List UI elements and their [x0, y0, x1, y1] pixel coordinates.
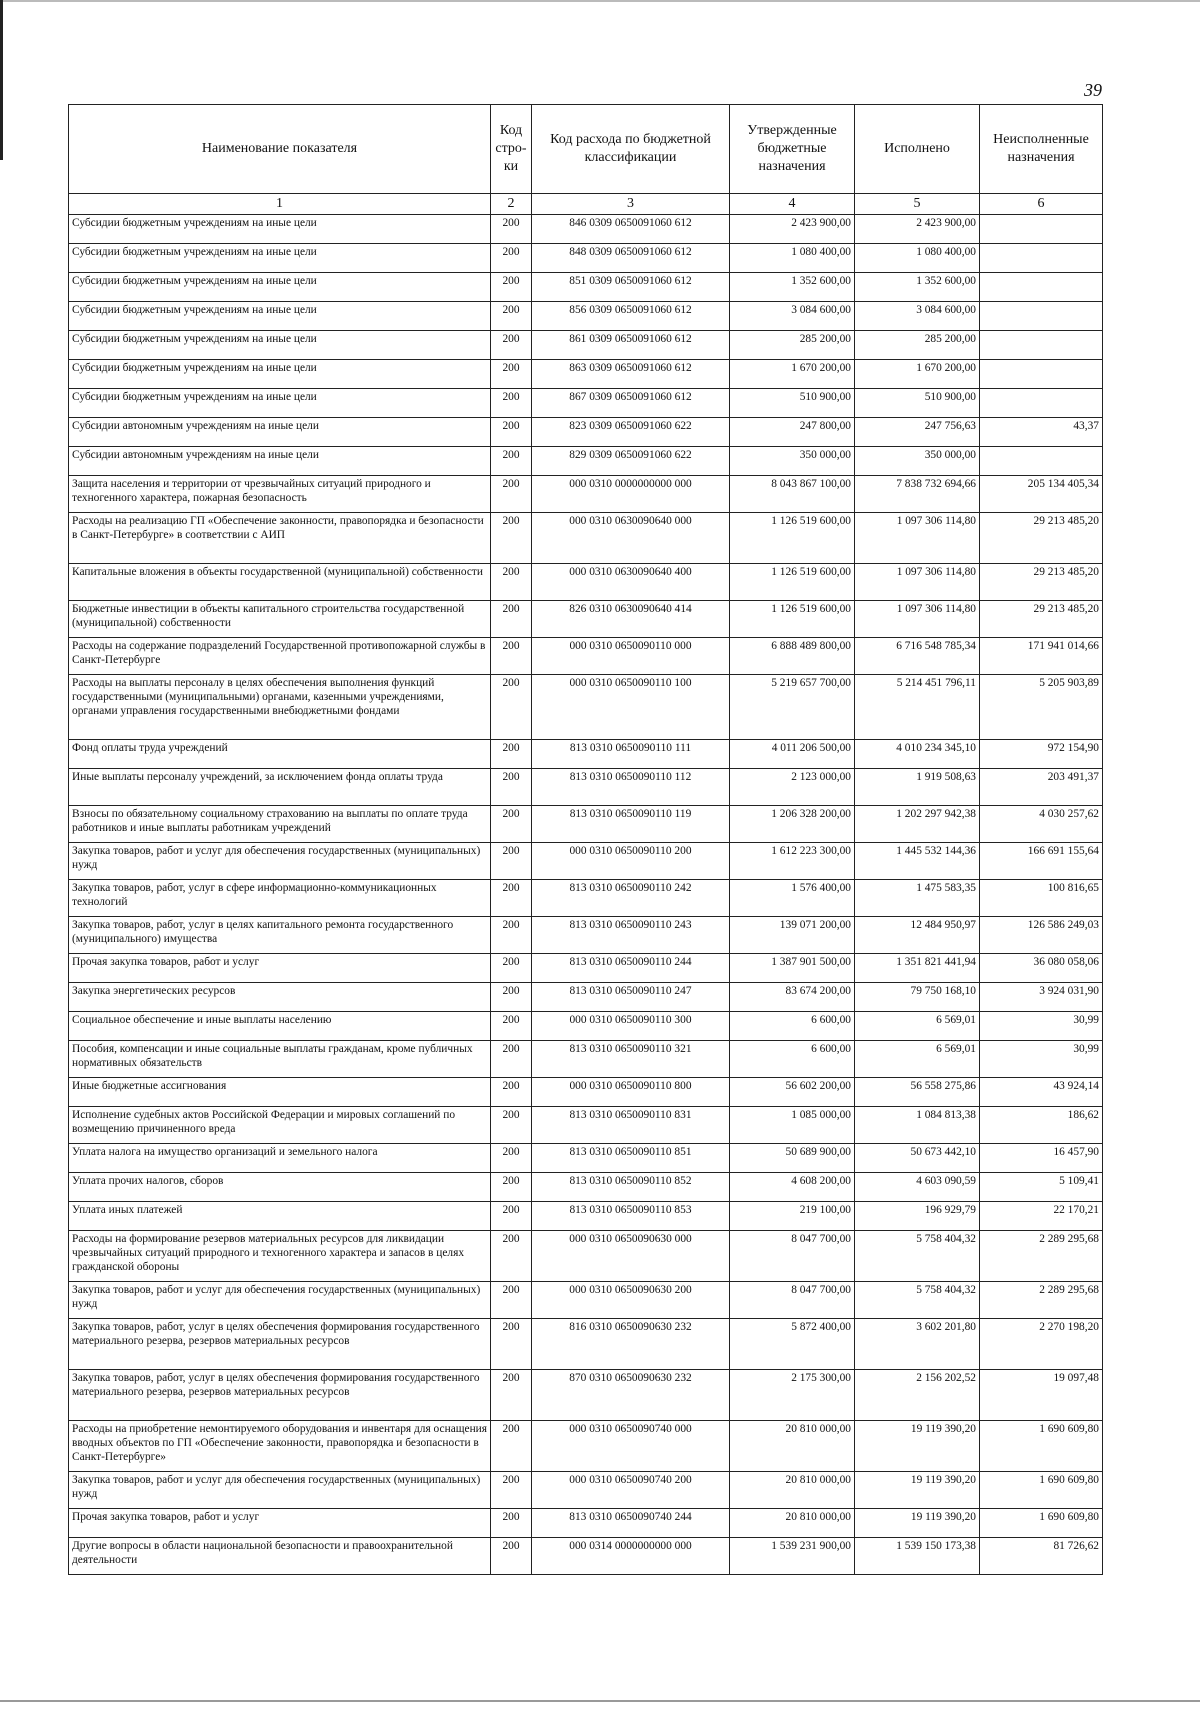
table-row — [69, 675, 1103, 740]
line-code-cell: 200 — [491, 215, 532, 244]
table-row — [69, 1202, 1103, 1231]
approved-amount-cell: 8 047 700,00 — [730, 1282, 855, 1319]
indicator-name-cell: Фонд оплаты труда учреждений — [69, 740, 491, 769]
approved-amount-cell: 20 810 000,00 — [730, 1472, 855, 1509]
approved-amount-cell: 50 689 900,00 — [730, 1144, 855, 1173]
indicator-name-cell: Прочая закупка товаров, работ и услуг — [69, 1509, 491, 1538]
unexecuted-amount-cell: 43 924,14 — [980, 1078, 1103, 1107]
classification-code-cell: 813 0310 0650090110 831 — [532, 1107, 730, 1144]
classification-code-cell: 870 0310 0650090630 232 — [532, 1370, 730, 1421]
line-code-cell: 200 — [491, 360, 532, 389]
line-code-cell: 200 — [491, 1144, 532, 1173]
line-code-cell: 200 — [491, 1041, 532, 1078]
classification-code-cell: 000 0310 0650090740 200 — [532, 1472, 730, 1509]
unexecuted-amount-cell: 29 213 485,20 — [980, 564, 1103, 601]
line-code-cell: 200 — [491, 740, 532, 769]
column-number: 6 — [980, 194, 1103, 215]
line-code-cell: 200 — [491, 1509, 532, 1538]
table-header-row — [69, 105, 1103, 194]
header-executed: Исполнено — [855, 105, 980, 194]
table-row — [69, 1012, 1103, 1041]
approved-amount-cell: 510 900,00 — [730, 389, 855, 418]
line-code-cell: 200 — [491, 1319, 532, 1370]
unexecuted-amount-cell: 1 690 609,80 — [980, 1421, 1103, 1472]
executed-amount-cell: 19 119 390,20 — [855, 1421, 980, 1472]
unexecuted-amount-cell — [980, 331, 1103, 360]
executed-amount-cell: 56 558 275,86 — [855, 1078, 980, 1107]
line-code-cell: 200 — [491, 1078, 532, 1107]
line-code-cell: 200 — [491, 675, 532, 740]
unexecuted-amount-cell: 5 205 903,89 — [980, 675, 1103, 740]
classification-code-cell: 816 0310 0650090630 232 — [532, 1319, 730, 1370]
approved-amount-cell: 6 600,00 — [730, 1012, 855, 1041]
table-row — [69, 917, 1103, 954]
indicator-name-cell: Защита населения и территории от чрезвычайных ситуаций природного и техногенного характера, пожарная безопасность — [69, 476, 491, 513]
line-code-cell: 200 — [491, 1282, 532, 1319]
classification-code-cell: 813 0310 0650090110 853 — [532, 1202, 730, 1231]
approved-amount-cell: 8 047 700,00 — [730, 1231, 855, 1282]
executed-amount-cell: 4 010 234 345,10 — [855, 740, 980, 769]
line-code-cell: 200 — [491, 389, 532, 418]
indicator-name-cell: Иные бюджетные ассигнования — [69, 1078, 491, 1107]
indicator-name-cell: Уплата иных платежей — [69, 1202, 491, 1231]
classification-code-cell: 848 0309 0650091060 612 — [532, 244, 730, 273]
approved-amount-cell: 1 612 223 300,00 — [730, 843, 855, 880]
indicator-name-cell: Другие вопросы в области национальной безопасности и правоохранительной деятельности — [69, 1538, 491, 1575]
executed-amount-cell: 5 758 404,32 — [855, 1282, 980, 1319]
approved-amount-cell: 83 674 200,00 — [730, 983, 855, 1012]
classification-code-cell: 000 0310 0650090740 000 — [532, 1421, 730, 1472]
approved-amount-cell: 1 206 328 200,00 — [730, 806, 855, 843]
indicator-name-cell: Иные выплаты персоналу учреждений, за исключением фонда оплаты труда — [69, 769, 491, 806]
approved-amount-cell: 5 872 400,00 — [730, 1319, 855, 1370]
unexecuted-amount-cell — [980, 360, 1103, 389]
line-code-cell: 200 — [491, 983, 532, 1012]
line-code-cell: 200 — [491, 1421, 532, 1472]
indicator-name-cell: Расходы на выплаты персоналу в целях обеспечения выполнения функций государственными (муниципальными) органами, казенными учреждениями, органами управления государственными внебюджетными фондами — [69, 675, 491, 740]
indicator-name-cell: Взносы по обязательному социальному страхованию на выплаты по оплате труда работников и иные выплаты работникам учреждений — [69, 806, 491, 843]
unexecuted-amount-cell: 1 690 609,80 — [980, 1509, 1103, 1538]
executed-amount-cell: 247 756,63 — [855, 418, 980, 447]
executed-amount-cell: 6 569,01 — [855, 1041, 980, 1078]
indicator-name-cell: Расходы на реализацию ГП «Обеспечение законности, правопорядка и безопасности в Санкт-Петербурге» в соответствии с АИП — [69, 513, 491, 564]
unexecuted-amount-cell: 30,99 — [980, 1012, 1103, 1041]
classification-code-cell: 000 0310 0650090110 200 — [532, 843, 730, 880]
approved-amount-cell: 139 071 200,00 — [730, 917, 855, 954]
line-code-cell: 200 — [491, 769, 532, 806]
column-number-row — [69, 194, 1103, 215]
approved-amount-cell: 285 200,00 — [730, 331, 855, 360]
executed-amount-cell: 285 200,00 — [855, 331, 980, 360]
unexecuted-amount-cell: 29 213 485,20 — [980, 601, 1103, 638]
table-row — [69, 244, 1103, 273]
approved-amount-cell: 1 126 519 600,00 — [730, 564, 855, 601]
classification-code-cell: 867 0309 0650091060 612 — [532, 389, 730, 418]
indicator-name-cell: Расходы на содержание подразделений Государственной противопожарной службы в Санкт-Петербурге — [69, 638, 491, 675]
table-row — [69, 215, 1103, 244]
classification-code-cell: 000 0310 0650090110 000 — [532, 638, 730, 675]
indicator-name-cell: Уплата налога на имущество организаций и земельного налога — [69, 1144, 491, 1173]
indicator-name-cell: Субсидии бюджетным учреждениям на иные цели — [69, 244, 491, 273]
classification-code-cell: 863 0309 0650091060 612 — [532, 360, 730, 389]
table-row — [69, 476, 1103, 513]
unexecuted-amount-cell: 2 289 295,68 — [980, 1231, 1103, 1282]
unexecuted-amount-cell: 972 154,90 — [980, 740, 1103, 769]
table-row — [69, 769, 1103, 806]
table-row — [69, 447, 1103, 476]
table-row — [69, 1538, 1103, 1575]
table-row — [69, 1509, 1103, 1538]
unexecuted-amount-cell: 19 097,48 — [980, 1370, 1103, 1421]
unexecuted-amount-cell — [980, 215, 1103, 244]
line-code-cell: 200 — [491, 843, 532, 880]
table-row — [69, 389, 1103, 418]
line-code-cell: 200 — [491, 244, 532, 273]
header-line-code: Код стро-ки — [491, 105, 532, 194]
unexecuted-amount-cell: 205 134 405,34 — [980, 476, 1103, 513]
classification-code-cell: 813 0310 0650090110 851 — [532, 1144, 730, 1173]
scan-left-edge — [0, 0, 3, 160]
unexecuted-amount-cell: 81 726,62 — [980, 1538, 1103, 1575]
scan-top-edge — [0, 0, 1200, 2]
table-row — [69, 273, 1103, 302]
executed-amount-cell: 19 119 390,20 — [855, 1509, 980, 1538]
table-row — [69, 638, 1103, 675]
unexecuted-amount-cell: 2 289 295,68 — [980, 1282, 1103, 1319]
table-row — [69, 1078, 1103, 1107]
classification-code-cell: 813 0310 0650090110 242 — [532, 880, 730, 917]
approved-amount-cell: 20 810 000,00 — [730, 1509, 855, 1538]
column-number: 4 — [730, 194, 855, 215]
executed-amount-cell: 1 097 306 114,80 — [855, 601, 980, 638]
column-number: 2 — [491, 194, 532, 215]
indicator-name-cell: Субсидии автономным учреждениям на иные цели — [69, 447, 491, 476]
table-row — [69, 331, 1103, 360]
unexecuted-amount-cell: 22 170,21 — [980, 1202, 1103, 1231]
executed-amount-cell: 5 214 451 796,11 — [855, 675, 980, 740]
table-row — [69, 1144, 1103, 1173]
unexecuted-amount-cell: 203 491,37 — [980, 769, 1103, 806]
unexecuted-amount-cell: 2 270 198,20 — [980, 1319, 1103, 1370]
unexecuted-amount-cell — [980, 273, 1103, 302]
table-row — [69, 954, 1103, 983]
unexecuted-amount-cell: 5 109,41 — [980, 1173, 1103, 1202]
approved-amount-cell: 1 670 200,00 — [730, 360, 855, 389]
indicator-name-cell: Субсидии бюджетным учреждениям на иные цели — [69, 302, 491, 331]
approved-amount-cell: 219 100,00 — [730, 1202, 855, 1231]
indicator-name-cell: Прочая закупка товаров, работ и услуг — [69, 954, 491, 983]
unexecuted-amount-cell: 166 691 155,64 — [980, 843, 1103, 880]
classification-code-cell: 813 0310 0650090740 244 — [532, 1509, 730, 1538]
table-row — [69, 1282, 1103, 1319]
classification-code-cell: 823 0309 0650091060 622 — [532, 418, 730, 447]
classification-code-cell: 000 0310 0650090630 000 — [532, 1231, 730, 1282]
table-row — [69, 1319, 1103, 1370]
classification-code-cell: 813 0310 0650090110 247 — [532, 983, 730, 1012]
executed-amount-cell: 510 900,00 — [855, 389, 980, 418]
executed-amount-cell: 79 750 168,10 — [855, 983, 980, 1012]
indicator-name-cell: Закупка товаров, работ, услуг в целях обеспечения формирования государственного материального резерва, резервов материальных ресурсов — [69, 1319, 491, 1370]
indicator-name-cell: Уплата прочих налогов, сборов — [69, 1173, 491, 1202]
executed-amount-cell: 1 539 150 173,38 — [855, 1538, 980, 1575]
approved-amount-cell: 4 011 206 500,00 — [730, 740, 855, 769]
approved-amount-cell: 3 084 600,00 — [730, 302, 855, 331]
header-indicator-name: Наименование показателя — [69, 105, 491, 194]
executed-amount-cell: 1 202 297 942,38 — [855, 806, 980, 843]
classification-code-cell: 813 0310 0650090110 321 — [532, 1041, 730, 1078]
line-code-cell: 200 — [491, 1173, 532, 1202]
line-code-cell: 200 — [491, 1538, 532, 1575]
table-row — [69, 418, 1103, 447]
line-code-cell: 200 — [491, 1202, 532, 1231]
table-row — [69, 564, 1103, 601]
table-row — [69, 601, 1103, 638]
classification-code-cell: 000 0310 0650090110 800 — [532, 1078, 730, 1107]
line-code-cell: 200 — [491, 302, 532, 331]
table-row — [69, 1472, 1103, 1509]
table-row — [69, 360, 1103, 389]
approved-amount-cell: 1 576 400,00 — [730, 880, 855, 917]
line-code-cell: 200 — [491, 476, 532, 513]
column-number: 3 — [532, 194, 730, 215]
unexecuted-amount-cell — [980, 389, 1103, 418]
unexecuted-amount-cell: 43,37 — [980, 418, 1103, 447]
table-row — [69, 1231, 1103, 1282]
line-code-cell: 200 — [491, 806, 532, 843]
table-row — [69, 1107, 1103, 1144]
approved-amount-cell: 1 126 519 600,00 — [730, 601, 855, 638]
indicator-name-cell: Закупка товаров, работ и услуг для обеспечения государственных (муниципальных) нужд — [69, 1472, 491, 1509]
executed-amount-cell: 1 097 306 114,80 — [855, 513, 980, 564]
classification-code-cell: 851 0309 0650091060 612 — [532, 273, 730, 302]
executed-amount-cell: 7 838 732 694,66 — [855, 476, 980, 513]
unexecuted-amount-cell — [980, 302, 1103, 331]
approved-amount-cell: 2 123 000,00 — [730, 769, 855, 806]
classification-code-cell: 000 0310 0630090640 400 — [532, 564, 730, 601]
unexecuted-amount-cell: 126 586 249,03 — [980, 917, 1103, 954]
unexecuted-amount-cell: 186,62 — [980, 1107, 1103, 1144]
indicator-name-cell: Закупка товаров, работ, услуг в целях капитального ремонта государственного (муниципального) имущества — [69, 917, 491, 954]
executed-amount-cell: 19 119 390,20 — [855, 1472, 980, 1509]
line-code-cell: 200 — [491, 1107, 532, 1144]
classification-code-cell: 856 0309 0650091060 612 — [532, 302, 730, 331]
unexecuted-amount-cell: 30,99 — [980, 1041, 1103, 1078]
table-row — [69, 806, 1103, 843]
line-code-cell: 200 — [491, 564, 532, 601]
executed-amount-cell: 1 670 200,00 — [855, 360, 980, 389]
classification-code-cell: 829 0309 0650091060 622 — [532, 447, 730, 476]
classification-code-cell: 813 0310 0650090110 243 — [532, 917, 730, 954]
executed-amount-cell: 1 352 600,00 — [855, 273, 980, 302]
approved-amount-cell: 1 080 400,00 — [730, 244, 855, 273]
page-number: 39 — [1084, 80, 1102, 100]
line-code-cell: 200 — [491, 331, 532, 360]
table-row — [69, 740, 1103, 769]
table-row — [69, 513, 1103, 564]
table-row — [69, 1421, 1103, 1472]
header-unexecuted: Неисполненные назначения — [980, 105, 1103, 194]
approved-amount-cell: 1 352 600,00 — [730, 273, 855, 302]
column-number: 1 — [69, 194, 491, 215]
indicator-name-cell: Пособия, компенсации и иные социальные выплаты гражданам, кроме публичных нормативных обязательств — [69, 1041, 491, 1078]
executed-amount-cell: 50 673 442,10 — [855, 1144, 980, 1173]
indicator-name-cell: Закупка энергетических ресурсов — [69, 983, 491, 1012]
executed-amount-cell: 5 758 404,32 — [855, 1231, 980, 1282]
classification-code-cell: 826 0310 0630090640 414 — [532, 601, 730, 638]
executed-amount-cell: 1 080 400,00 — [855, 244, 980, 273]
executed-amount-cell: 1 475 583,35 — [855, 880, 980, 917]
indicator-name-cell: Закупка товаров, работ и услуг для обеспечения государственных (муниципальных) нужд — [69, 843, 491, 880]
approved-amount-cell: 247 800,00 — [730, 418, 855, 447]
executed-amount-cell: 1 445 532 144,36 — [855, 843, 980, 880]
column-number: 5 — [855, 194, 980, 215]
classification-code-cell: 846 0309 0650091060 612 — [532, 215, 730, 244]
unexecuted-amount-cell — [980, 447, 1103, 476]
line-code-cell: 200 — [491, 1370, 532, 1421]
executed-amount-cell: 3 602 201,80 — [855, 1319, 980, 1370]
unexecuted-amount-cell: 1 690 609,80 — [980, 1472, 1103, 1509]
table-row — [69, 1041, 1103, 1078]
budget-execution-table — [68, 104, 1103, 1575]
executed-amount-cell: 6 569,01 — [855, 1012, 980, 1041]
line-code-cell: 200 — [491, 1472, 532, 1509]
approved-amount-cell: 6 600,00 — [730, 1041, 855, 1078]
classification-code-cell: 813 0310 0650090110 112 — [532, 769, 730, 806]
table-row — [69, 1173, 1103, 1202]
indicator-name-cell: Капитальные вложения в объекты государственной (муниципальной) собственности — [69, 564, 491, 601]
approved-amount-cell: 5 219 657 700,00 — [730, 675, 855, 740]
line-code-cell: 200 — [491, 447, 532, 476]
line-code-cell: 200 — [491, 1231, 532, 1282]
classification-code-cell: 813 0310 0650090110 852 — [532, 1173, 730, 1202]
executed-amount-cell: 1 351 821 441,94 — [855, 954, 980, 983]
indicator-name-cell: Бюджетные инвестиции в объекты капитального строительства государственной (муниципальной) собственности — [69, 601, 491, 638]
unexecuted-amount-cell: 100 816,65 — [980, 880, 1103, 917]
indicator-name-cell: Закупка товаров, работ и услуг для обеспечения государственных (муниципальных) нужд — [69, 1282, 491, 1319]
unexecuted-amount-cell: 3 924 031,90 — [980, 983, 1103, 1012]
approved-amount-cell: 350 000,00 — [730, 447, 855, 476]
indicator-name-cell: Расходы на формирование резервов материальных ресурсов для ликвидации чрезвычайных ситуаций природного и техногенного характера и запасов в целях гражданской обороны — [69, 1231, 491, 1282]
unexecuted-amount-cell — [980, 244, 1103, 273]
classification-code-cell: 861 0309 0650091060 612 — [532, 331, 730, 360]
executed-amount-cell: 4 603 090,59 — [855, 1173, 980, 1202]
classification-code-cell: 813 0310 0650090110 119 — [532, 806, 730, 843]
executed-amount-cell: 6 716 548 785,34 — [855, 638, 980, 675]
line-code-cell: 200 — [491, 273, 532, 302]
classification-code-cell: 000 0314 0000000000 000 — [532, 1538, 730, 1575]
approved-amount-cell: 4 608 200,00 — [730, 1173, 855, 1202]
classification-code-cell: 813 0310 0650090110 111 — [532, 740, 730, 769]
classification-code-cell: 000 0310 0650090630 200 — [532, 1282, 730, 1319]
indicator-name-cell: Субсидии бюджетным учреждениям на иные цели — [69, 331, 491, 360]
scan-bottom-edge — [0, 1700, 1200, 1702]
executed-amount-cell: 3 084 600,00 — [855, 302, 980, 331]
indicator-name-cell: Закупка товаров, работ, услуг в сфере информационно-коммуникационных технологий — [69, 880, 491, 917]
approved-amount-cell: 6 888 489 800,00 — [730, 638, 855, 675]
executed-amount-cell: 1 084 813,38 — [855, 1107, 980, 1144]
indicator-name-cell: Исполнение судебных актов Российской Федерации и мировых соглашений по возмещению причиненного вреда — [69, 1107, 491, 1144]
classification-code-cell: 000 0310 0000000000 000 — [532, 476, 730, 513]
executed-amount-cell: 1 097 306 114,80 — [855, 564, 980, 601]
unexecuted-amount-cell: 4 030 257,62 — [980, 806, 1103, 843]
line-code-cell: 200 — [491, 513, 532, 564]
header-approved: Утвержденные бюджетные назначения — [730, 105, 855, 194]
line-code-cell: 200 — [491, 917, 532, 954]
line-code-cell: 200 — [491, 638, 532, 675]
classification-code-cell: 813 0310 0650090110 244 — [532, 954, 730, 983]
unexecuted-amount-cell: 171 941 014,66 — [980, 638, 1103, 675]
line-code-cell: 200 — [491, 601, 532, 638]
approved-amount-cell: 1 539 231 900,00 — [730, 1538, 855, 1575]
approved-amount-cell: 20 810 000,00 — [730, 1421, 855, 1472]
table-row — [69, 302, 1103, 331]
approved-amount-cell: 2 423 900,00 — [730, 215, 855, 244]
header-classification-code: Код расхода по бюджетной классификации — [532, 105, 730, 194]
approved-amount-cell: 1 085 000,00 — [730, 1107, 855, 1144]
executed-amount-cell: 12 484 950,97 — [855, 917, 980, 954]
indicator-name-cell: Субсидии бюджетным учреждениям на иные цели — [69, 215, 491, 244]
approved-amount-cell: 1 126 519 600,00 — [730, 513, 855, 564]
table-row — [69, 983, 1103, 1012]
line-code-cell: 200 — [491, 880, 532, 917]
approved-amount-cell: 2 175 300,00 — [730, 1370, 855, 1421]
indicator-name-cell: Закупка товаров, работ, услуг в целях обеспечения формирования государственного материального резерва, резервов материальных ресурсов — [69, 1370, 491, 1421]
indicator-name-cell: Субсидии бюджетным учреждениям на иные цели — [69, 389, 491, 418]
approved-amount-cell: 8 043 867 100,00 — [730, 476, 855, 513]
indicator-name-cell: Расходы на приобретение немонтируемого оборудования и инвентаря для оснащения вводных объектов по ГП «Обеспечение законности, правопорядка и безопасности в Санкт-Петербурге» — [69, 1421, 491, 1472]
line-code-cell: 200 — [491, 954, 532, 983]
line-code-cell: 200 — [491, 418, 532, 447]
approved-amount-cell: 1 387 901 500,00 — [730, 954, 855, 983]
executed-amount-cell: 2 156 202,52 — [855, 1370, 980, 1421]
indicator-name-cell: Субсидии бюджетным учреждениям на иные цели — [69, 273, 491, 302]
line-code-cell: 200 — [491, 1012, 532, 1041]
table-row — [69, 880, 1103, 917]
classification-code-cell: 000 0310 0650090110 300 — [532, 1012, 730, 1041]
executed-amount-cell: 2 423 900,00 — [855, 215, 980, 244]
classification-code-cell: 000 0310 0650090110 100 — [532, 675, 730, 740]
table-row — [69, 1370, 1103, 1421]
table-row — [69, 843, 1103, 880]
executed-amount-cell: 196 929,79 — [855, 1202, 980, 1231]
unexecuted-amount-cell: 29 213 485,20 — [980, 513, 1103, 564]
executed-amount-cell: 350 000,00 — [855, 447, 980, 476]
unexecuted-amount-cell: 16 457,90 — [980, 1144, 1103, 1173]
approved-amount-cell: 56 602 200,00 — [730, 1078, 855, 1107]
unexecuted-amount-cell: 36 080 058,06 — [980, 954, 1103, 983]
indicator-name-cell: Субсидии бюджетным учреждениям на иные цели — [69, 360, 491, 389]
indicator-name-cell: Субсидии автономным учреждениям на иные цели — [69, 418, 491, 447]
executed-amount-cell: 1 919 508,63 — [855, 769, 980, 806]
indicator-name-cell: Социальное обеспечение и иные выплаты населению — [69, 1012, 491, 1041]
classification-code-cell: 000 0310 0630090640 000 — [532, 513, 730, 564]
